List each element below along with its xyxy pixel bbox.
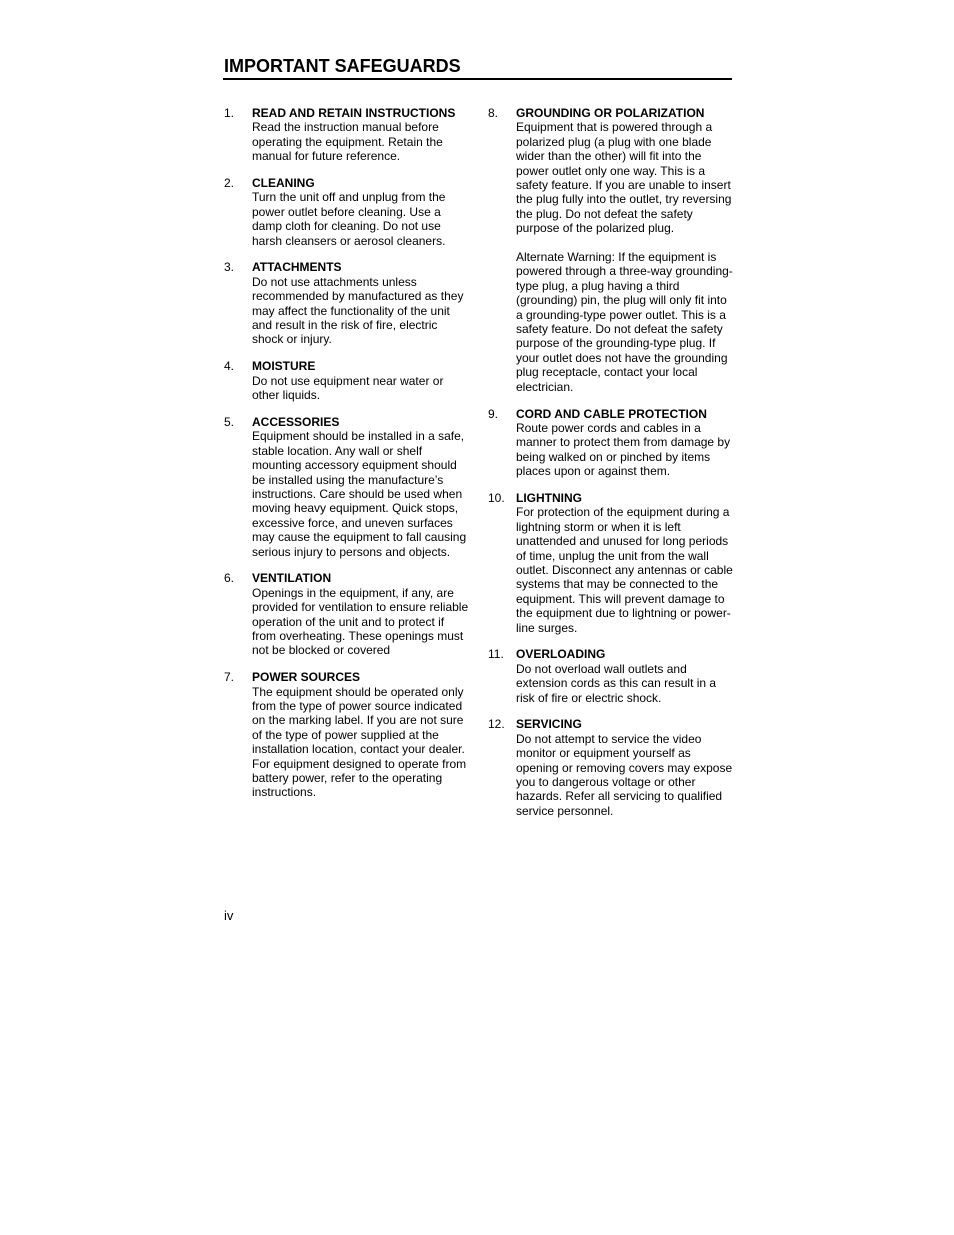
item-text: Openings in the equipment, if any, are provided for ventilation to ensure reliable operation of the unit and to protect if from overheating. These openings must not be blocked or covered — [252, 585, 469, 658]
item-number: 11. — [488, 647, 504, 662]
item-body — [516, 717, 734, 818]
item-text: Do not attempt to service the video monitor or equipment yourself as opening or removing covers may expose you to dangerous voltage or other hazards. Refer all servicing to qualified service personnel. — [516, 731, 733, 818]
safeguard-item — [224, 176, 470, 248]
item-text: Read the instruction manual before operating the equipment. Retain the manual for future reference. — [252, 120, 443, 164]
safeguard-item — [224, 106, 470, 164]
item-number: 9. — [488, 406, 499, 421]
alternate-warning-text: Alternate Warning: If the equipment is powered through a three-way grounding-type plug, a plug having a third (grounding) pin, the plug will only fit into a grounding-type power outlet. This is a safety feature. Do not defeat the safety purpose of the grounding-type plug. If your outlet does not have the grounding plug receptacle, contact your local electrician. — [516, 250, 733, 394]
item-heading: POWER SOURCES — [252, 670, 361, 685]
item-text: Turn the unit off and unplug from the power outlet before cleaning. Use a damp cloth for cleaning. Do not use harsh cleansers or aerosol cleaners. — [252, 190, 446, 248]
item-body — [252, 106, 470, 164]
item-number: 3. — [224, 260, 235, 275]
item-text: Equipment should be installed in a safe, stable location. Any wall or shelf mounting accessory equipment should be installed using the manufacture’s instructions. Care should be used when moving heavy equipment. Quick stops, excessive force, and uneven surfaces may cause the equipment to fall causing serious injury to persons and objects. — [252, 429, 467, 559]
safeguard-item — [224, 260, 470, 346]
safeguard-item — [224, 571, 470, 657]
item-body — [252, 260, 470, 346]
safeguard-item — [488, 717, 734, 818]
safeguard-item — [224, 670, 470, 800]
item-number: 8. — [488, 106, 499, 120]
item-number: 4. — [224, 359, 235, 374]
item-heading: MOISTURE — [252, 359, 316, 374]
item-heading: ATTACHMENTS — [252, 260, 342, 275]
item-text: Do not use equipment near water or other liquids. — [252, 373, 444, 403]
safeguard-item — [488, 491, 734, 635]
item-body — [252, 359, 470, 402]
item-body — [516, 407, 734, 479]
item-heading: OVERLOADING — [516, 647, 606, 662]
item-heading: READ AND RETAIN INSTRUCTIONS — [252, 106, 456, 120]
item-number: 6. — [224, 571, 235, 586]
item-body — [516, 106, 734, 394]
left-column — [224, 106, 470, 812]
item-heading: GROUNDING OR POLARIZATION — [516, 106, 705, 120]
item-text: Do not overload wall outlets and extension cords as this can result in a risk of fire or electric shock. — [516, 661, 717, 705]
item-body — [252, 415, 470, 559]
right-column — [488, 106, 734, 831]
safeguard-item — [488, 407, 734, 479]
item-heading: CORD AND CABLE PROTECTION — [516, 406, 707, 421]
item-number: 2. — [224, 176, 235, 191]
page-number: iv — [224, 908, 234, 923]
item-body — [516, 647, 734, 705]
item-body — [252, 176, 470, 248]
page-title: IMPORTANT SAFEGUARDS — [224, 56, 461, 76]
item-number: 12. — [488, 717, 505, 732]
item-heading: CLEANING — [252, 176, 315, 191]
item-number: 1. — [224, 106, 235, 120]
item-body — [252, 670, 470, 800]
item-body — [516, 491, 734, 635]
item-number: 5. — [224, 414, 235, 429]
item-heading: VENTILATION — [252, 571, 332, 586]
item-text: For protection of the equipment during a lightning storm or when it is left unattended and unused for long periods of time, unplug the unit from the wall outlet. Disconnect any antennas or cable systems that may be connected to the equipment. This will prevent damage to the equipment due to lightning or power-line surges. — [516, 505, 733, 635]
item-heading: SERVICING — [516, 717, 582, 732]
item-text: The equipment should be operated only from the type of power source indicated on the marking label. If you are not sure of the type of power supplied at the installation location, contact your dealer. For equipment designed to operate from battery power, refer to the operating instructions. — [252, 684, 467, 800]
item-body — [252, 571, 470, 657]
item-text: Equipment that is powered through a polarized plug (a plug with one blade wider than the other) will fit into the power outlet only one way. This is a safety feature. If you are unable to insert the plug fully into the outlet, try reversing the plug. Do not defeat the safety purpose of the polarized plug. — [516, 120, 732, 236]
safeguard-item — [224, 415, 470, 559]
safeguard-item — [488, 647, 734, 705]
item-number: 7. — [224, 670, 235, 685]
safeguard-item — [224, 359, 470, 402]
title-divider — [223, 78, 732, 80]
item-number: 10. — [488, 490, 505, 505]
item-heading: ACCESSORIES — [252, 414, 340, 429]
safeguard-item — [488, 106, 734, 394]
item-heading: LIGHTNING — [516, 490, 582, 505]
item-text: Do not use attachments unless recommended by manufactured as they may affect the functionality of the unit and result in the risk of fire, electric shock or injury. — [252, 274, 464, 347]
item-text: Route power cords and cables in a manner to protect them from damage by being walked on or pinched by items places upon or against them. — [516, 420, 731, 479]
